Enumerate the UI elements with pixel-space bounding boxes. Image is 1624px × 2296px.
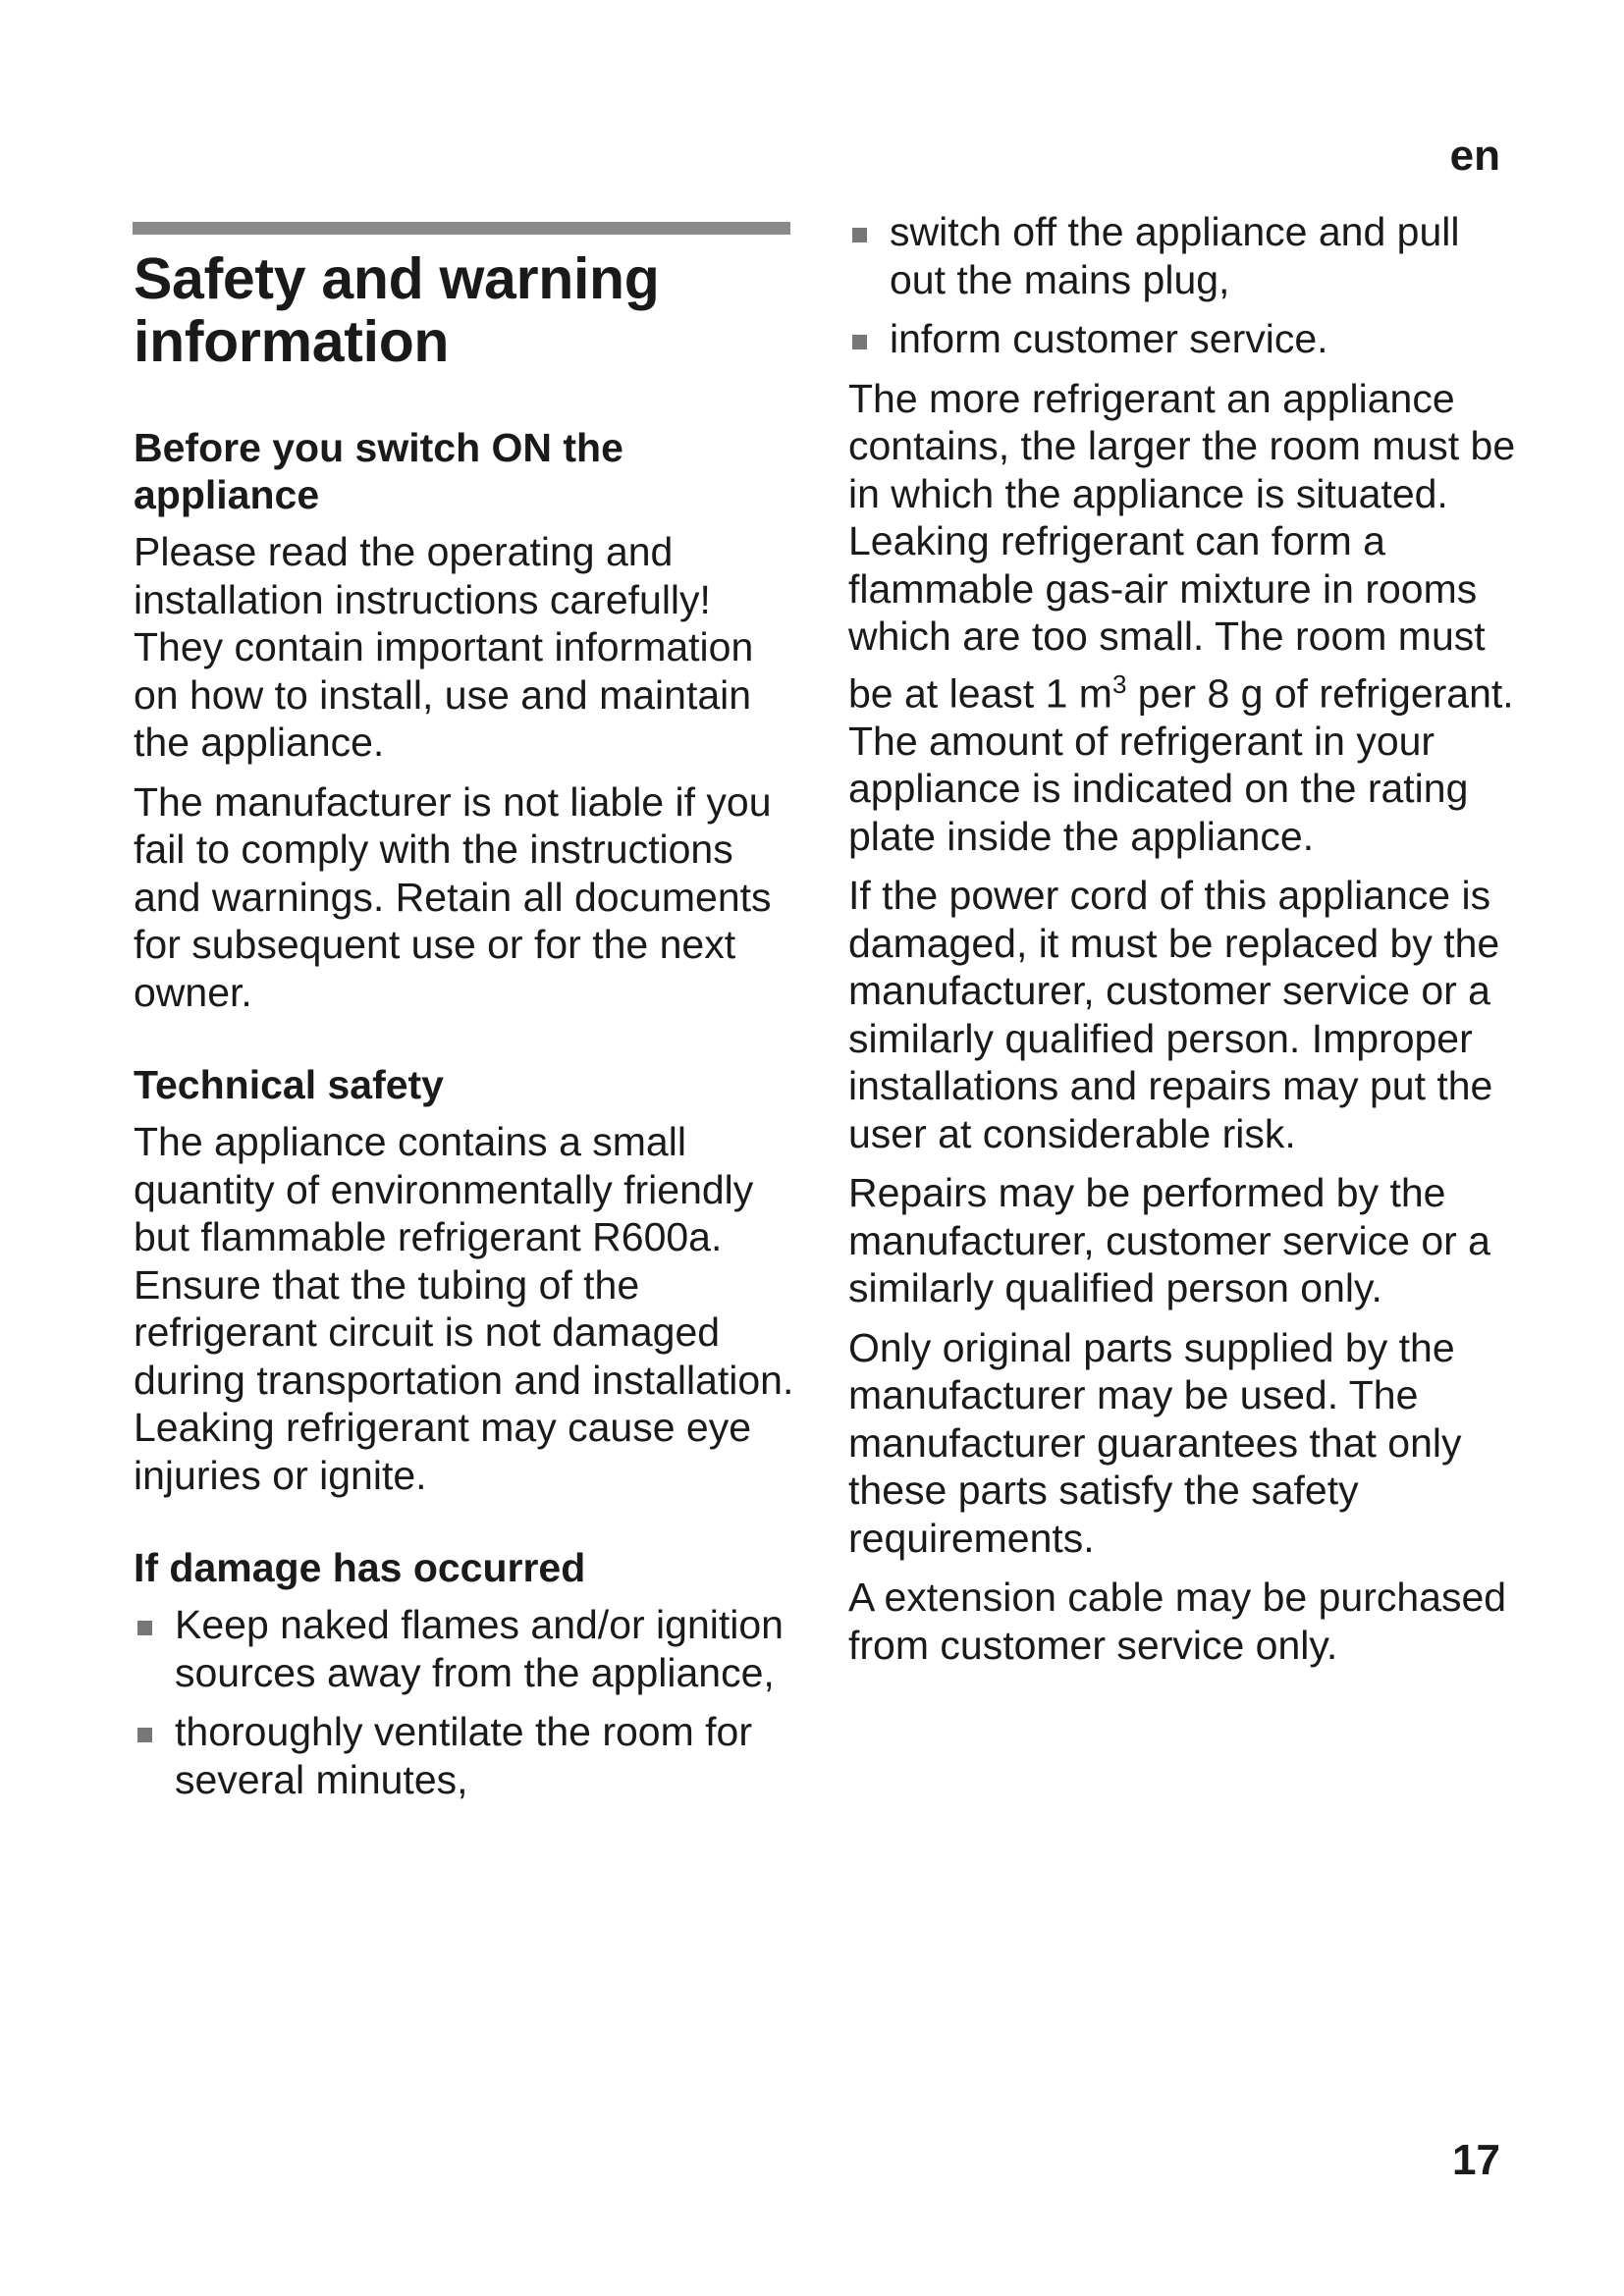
language-code: en [1449, 132, 1500, 180]
right-column [848, 208, 1516, 1681]
heading-before-switch-on: Before you switch ON the appliance [134, 425, 623, 517]
damage-list-continued [848, 208, 1516, 363]
list-item: inform customer service. [848, 315, 1516, 363]
paragraph-original-parts: Only original parts supplied by the manufacturer may be used. The manufacturer guarantees that only these parts satisfy the safety requirements. [848, 1324, 1462, 1561]
section-rule [133, 222, 790, 235]
square-bullet-icon [137, 1728, 152, 1742]
paragraph-refrigerant-room: The more refrigerant an appliance contains, the larger the room must be in which the appliance is situated. Leaking refrigerant can form a flammable gas-air mixture in rooms which are too small. The room must be at least 1 $m^3$ per 8 g of refrigerant. The amount of refrigerant in your appliance is indicated on the rating plate inside the appliance. [848, 375, 1516, 859]
paragraph: The appliance contains a small quantity of environmentally friendly but flammable refrigerant R600a. Ensure that the tubing of the refrigerant circuit is not damaged during transportation and installation. Leaking refrigerant may cause eye injuries or ignite. [134, 1119, 794, 1498]
damage-list [134, 1601, 801, 1803]
paragraph-repairs: Repairs may be performed by the manufacturer, customer service or a similarly qualified person only. [848, 1170, 1490, 1311]
square-bullet-icon [137, 1621, 152, 1635]
list-item: Keep naked flames and/or ignition sources away from the appliance, [134, 1601, 801, 1696]
list-item: thoroughly ventilate the room for several minutes, [134, 1708, 801, 1803]
list-item: switch off the appliance and pull out the mains plug, [848, 208, 1516, 303]
paragraph-extension-cable: A extension cable may be purchased from customer service only. [848, 1575, 1507, 1668]
heading-if-damage: If damage has occurred [134, 1545, 586, 1590]
page-number: 17 [1452, 2136, 1500, 2184]
paragraph: Please read the operating and installation instructions carefully! They contain important information on how to install, use and maintain the appliance. [134, 529, 754, 765]
paragraph: The manufacturer is not liable if you fail to comply with the instructions and warnings. Retain all documents for subsequent use or for the next owner. [134, 778, 772, 1015]
paragraph-power-cord: If the power cord of this appliance is damaged, it must be replaced by the manufacturer, customer service or a similarly qualified person. Improper installations and repairs may put the user at considerable risk. [848, 873, 1500, 1156]
page-title: Safety and warning information [134, 246, 660, 374]
square-bullet-icon [852, 228, 867, 242]
left-column [134, 247, 801, 1815]
square-bullet-icon [852, 335, 867, 349]
heading-technical-safety: Technical safety [134, 1062, 444, 1107]
